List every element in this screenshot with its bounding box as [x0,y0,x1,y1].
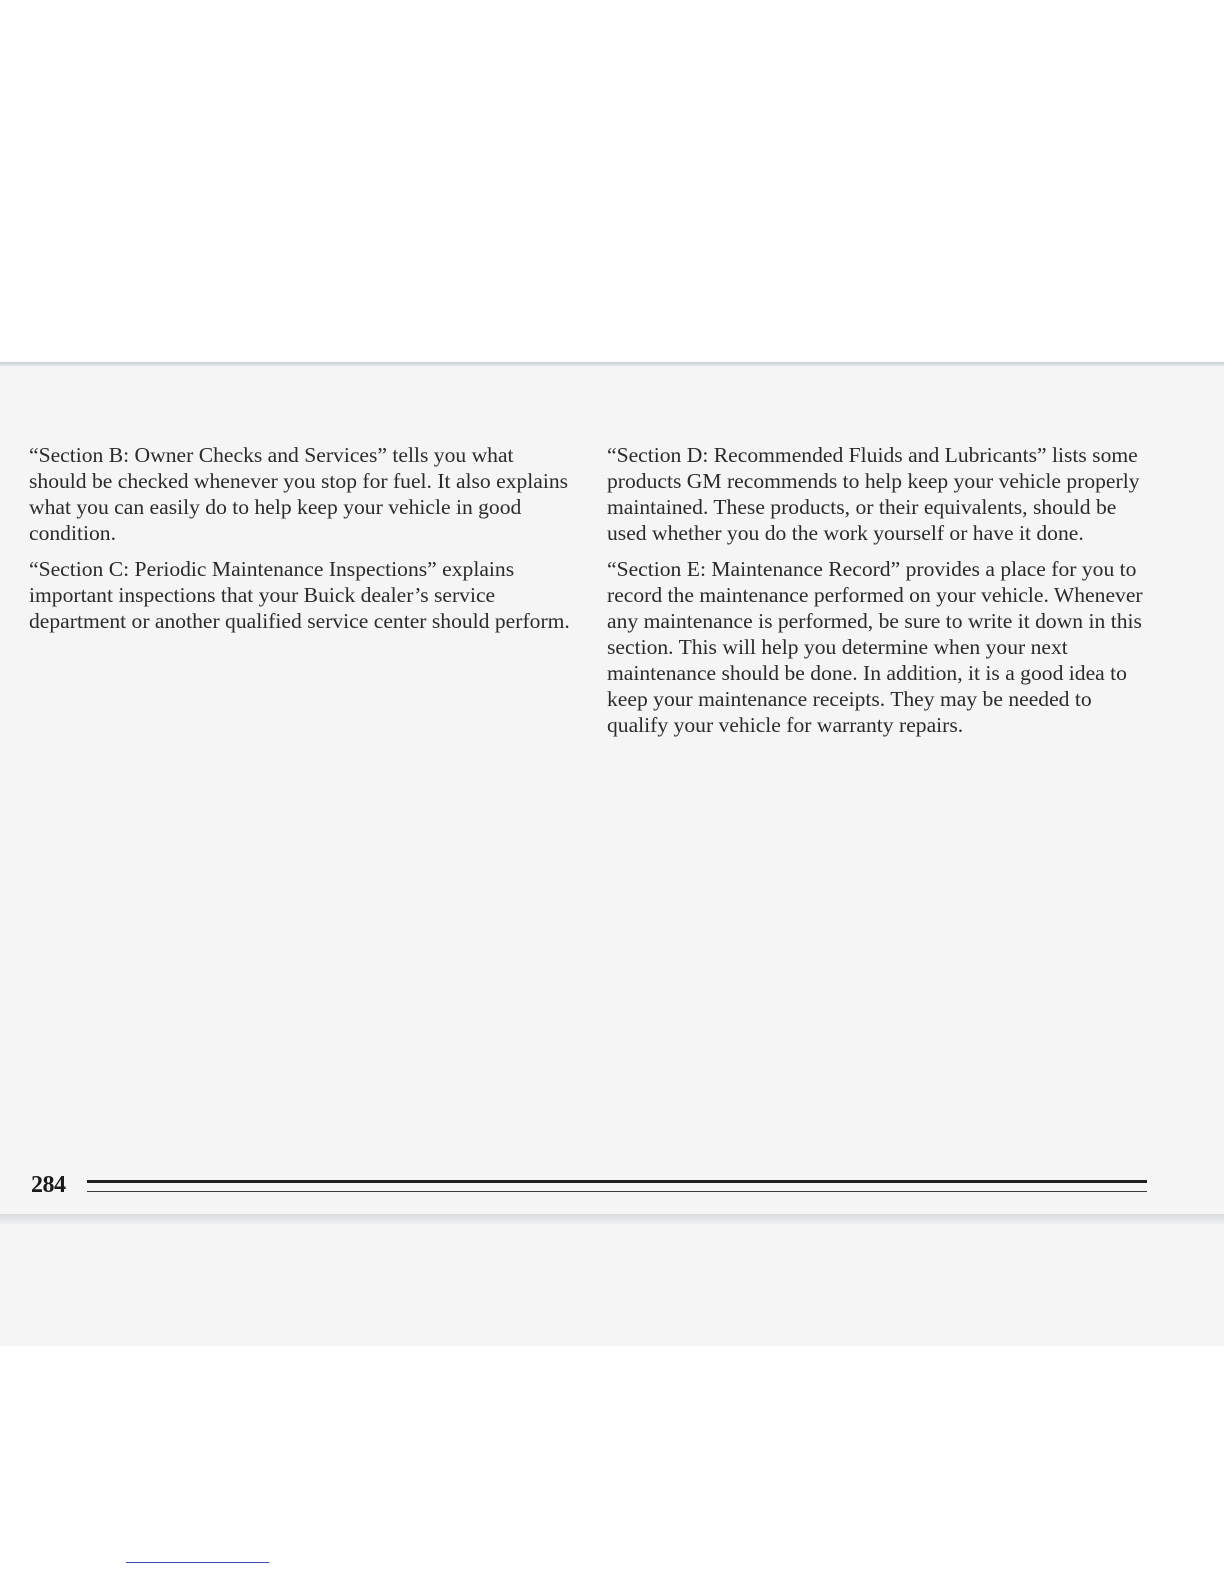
section-d-paragraph: “Section D: Recommended Fluids and Lubricants” lists some products GM recommends to help keep your vehicle properly maintained. These products, or their equivalents, should be used whether you do the work yourself or have it done. [607,443,1140,545]
section-c-paragraph: “Section C: Periodic Maintenance Inspections” explains important inspections that your Buick dealer’s service department or another qualified service center should perform. [29,557,570,633]
footer-rule-thick [87,1180,1147,1183]
link-underline[interactable] [126,1562,269,1563]
page-number: 284 [31,1172,66,1198]
footer-rule-thin [87,1191,1147,1192]
section-b-paragraph: “Section B: Owner Checks and Services” tells you what should be checked whenever you stop for fuel. It also explains what you can easily do to help keep your vehicle in good condition. [29,443,569,545]
right-text-column [607,442,1152,748]
page-bottom-edge [0,1214,1224,1224]
blank-top-area [0,0,1224,362]
page-top-edge [0,362,1224,366]
left-text-column [29,442,574,644]
page-footer [31,1170,1151,1204]
section-e-paragraph: “Section E: Maintenance Record” provides a place for you to record the maintenance performed on your vehicle. Whenever any maintenance is performed, be sure to write it down in this section. This will help you determine when your next maintenance should be done. In addition, it is a good idea to keep your maintenance receipts. They may be needed to qualify your vehicle for warranty repairs. [607,557,1143,737]
